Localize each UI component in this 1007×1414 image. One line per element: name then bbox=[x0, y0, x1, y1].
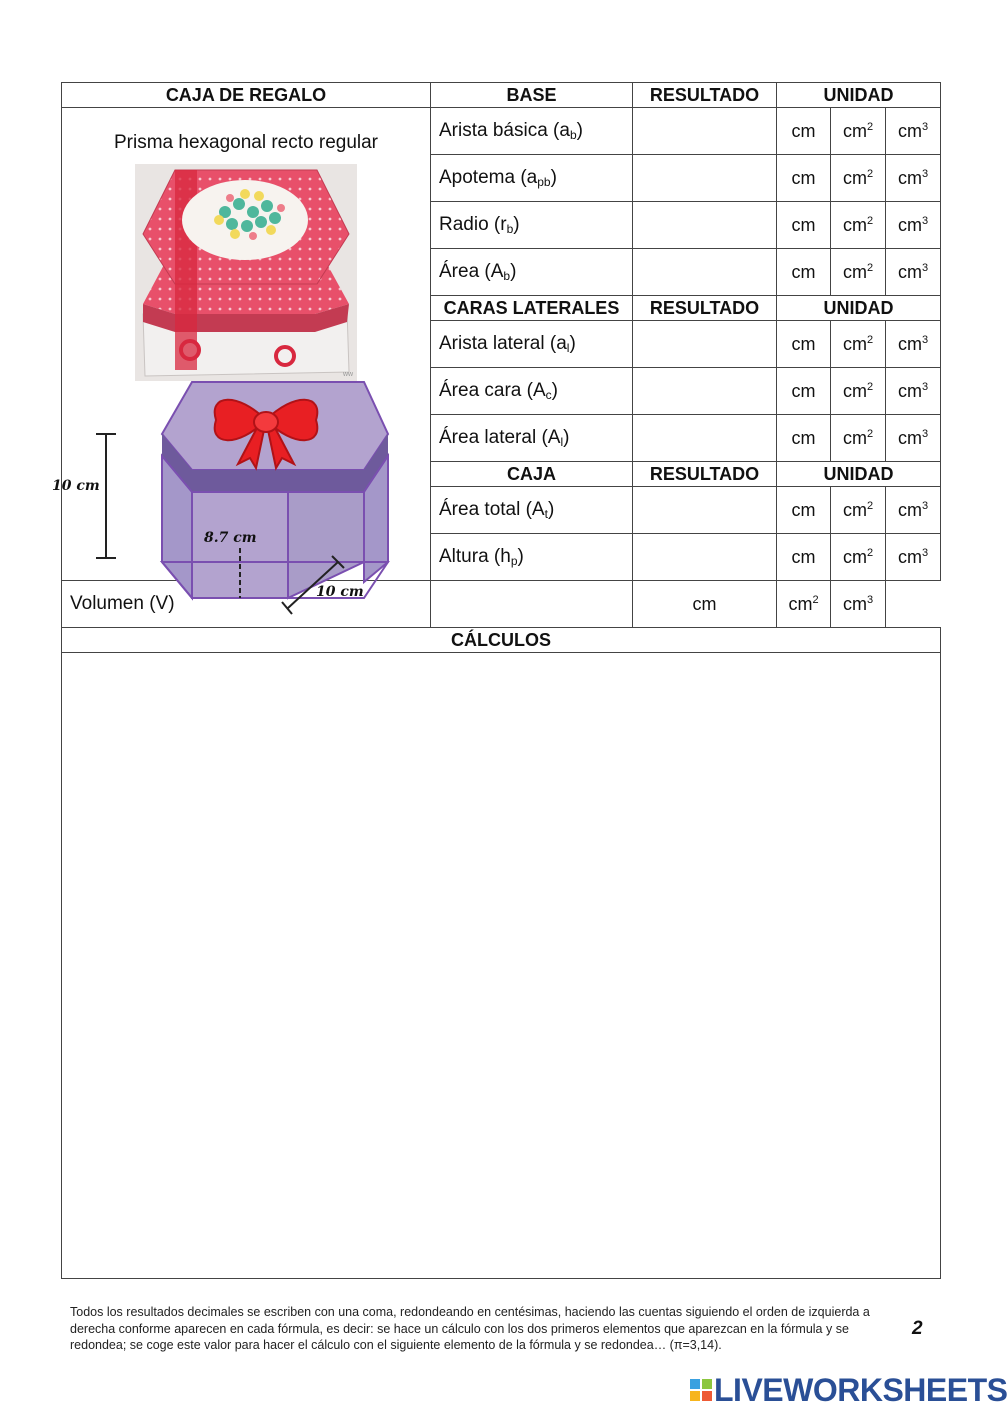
unit-exponent: 2 bbox=[866, 120, 874, 133]
unit-cm[interactable]: cm bbox=[777, 534, 831, 581]
result-cell bbox=[633, 202, 777, 249]
unit-base: cm bbox=[897, 167, 922, 188]
section-header-base: BASE bbox=[431, 83, 633, 108]
result-input[interactable] bbox=[633, 488, 776, 532]
result-input[interactable] bbox=[633, 322, 776, 366]
result-cell bbox=[431, 581, 633, 628]
result-cell bbox=[633, 534, 777, 581]
unit-cm[interactable]: cm bbox=[777, 487, 831, 534]
measure-label bbox=[431, 487, 633, 534]
measure-name: Área total (A bbox=[439, 499, 545, 520]
measure-subscript: l bbox=[566, 341, 570, 355]
calculations-textarea[interactable] bbox=[62, 653, 940, 1273]
measure-label bbox=[431, 249, 633, 296]
unit-exponent: 3 bbox=[921, 380, 929, 393]
measure-label bbox=[431, 108, 633, 155]
measure-label bbox=[431, 321, 633, 368]
unit-cm2[interactable] bbox=[831, 487, 886, 534]
measure-name: Radio (r bbox=[439, 214, 507, 235]
result-cell bbox=[633, 415, 777, 462]
unit-base: cm bbox=[897, 333, 922, 354]
unit-exponent: 3 bbox=[921, 427, 929, 440]
result-header: RESULTADO bbox=[633, 83, 777, 108]
result-cell bbox=[633, 108, 777, 155]
brand-name: LIVEWORKSHEETS bbox=[714, 1372, 1007, 1408]
measure-close: ) bbox=[547, 499, 555, 520]
unit-base: cm bbox=[842, 499, 867, 520]
unit-cm2[interactable] bbox=[831, 415, 886, 462]
measure-close: ) bbox=[513, 214, 520, 235]
unit-base: cm bbox=[842, 333, 867, 354]
unit-base: cm bbox=[897, 214, 922, 235]
liveworksheets-logo bbox=[690, 1372, 1007, 1409]
measure-name: Arista lateral (a bbox=[439, 333, 567, 354]
unit-cm2[interactable] bbox=[831, 368, 886, 415]
measure-subscript: t bbox=[544, 507, 548, 521]
result-input[interactable] bbox=[633, 250, 776, 294]
col-header-gift-box: CAJA DE REGALO bbox=[62, 83, 431, 108]
unit-base: cm bbox=[897, 427, 922, 448]
unit-exponent: 3 bbox=[921, 120, 929, 133]
result-cell bbox=[633, 487, 777, 534]
result-input[interactable] bbox=[633, 109, 776, 153]
unit-base: cm bbox=[897, 261, 922, 282]
unit-cm3[interactable] bbox=[886, 487, 941, 534]
unit-cm2[interactable] bbox=[831, 249, 886, 296]
page-number: 2 bbox=[912, 1318, 923, 1339]
unit-base: cm bbox=[842, 261, 867, 282]
calculations-header: CÁLCULOS bbox=[62, 628, 941, 653]
result-header: RESULTADO bbox=[633, 462, 777, 487]
measure-name: Volumen (V) bbox=[70, 593, 175, 614]
measure-subscript: p bbox=[510, 554, 518, 568]
worksheet-table bbox=[52, 82, 941, 1279]
unit-cm3[interactable] bbox=[886, 249, 941, 296]
unit-cm[interactable]: cm bbox=[777, 108, 831, 155]
gift-box-illustration-cell bbox=[52, 108, 431, 600]
unit-cm2[interactable] bbox=[831, 321, 886, 368]
photo-watermark: ww bbox=[343, 371, 354, 378]
unit-exponent: 2 bbox=[866, 214, 874, 227]
hexagonal-prism-diagram bbox=[52, 382, 408, 608]
unit-exponent: 3 bbox=[921, 333, 929, 346]
unit-cm3[interactable] bbox=[886, 202, 941, 249]
measure-close: ) bbox=[569, 333, 576, 354]
unit-exponent: 2 bbox=[866, 261, 874, 274]
unit-cm[interactable]: cm bbox=[777, 249, 831, 296]
edge-dimension-label: 10 cm bbox=[316, 584, 364, 600]
unit-base: cm bbox=[842, 167, 867, 188]
unit-cm2[interactable] bbox=[831, 202, 886, 249]
measure-label bbox=[431, 202, 633, 249]
result-input[interactable] bbox=[633, 535, 776, 579]
result-input[interactable] bbox=[633, 203, 776, 247]
measure-subscript: b bbox=[569, 128, 577, 142]
unit-base: cm bbox=[842, 380, 867, 401]
measure-close: ) bbox=[517, 546, 524, 567]
measure-close: ) bbox=[576, 120, 583, 141]
apothem-dimension-label: 8.7 cm bbox=[204, 530, 257, 546]
measure-close: ) bbox=[551, 380, 558, 401]
result-input[interactable] bbox=[431, 582, 632, 626]
result-cell bbox=[633, 249, 777, 296]
measure-subscript: c bbox=[545, 388, 552, 402]
measure-close: ) bbox=[510, 261, 517, 282]
measure-name: Apotema (a bbox=[439, 167, 538, 188]
unit-base: cm bbox=[788, 593, 813, 614]
unit-exponent: 3 bbox=[921, 261, 929, 274]
unit-cm[interactable]: cm bbox=[777, 202, 831, 249]
unit-cm3[interactable] bbox=[886, 108, 941, 155]
unit-cm3[interactable] bbox=[886, 321, 941, 368]
unit-exponent: 3 bbox=[921, 546, 929, 559]
measure-name: Área (A bbox=[439, 261, 504, 282]
unit-exponent: 3 bbox=[921, 499, 929, 512]
gift-box-photo bbox=[135, 164, 357, 381]
unit-cm2[interactable] bbox=[831, 534, 886, 581]
measure-subscript: b bbox=[503, 269, 511, 283]
result-input[interactable] bbox=[633, 156, 776, 200]
unit-exponent: 2 bbox=[866, 427, 874, 440]
unit-cm[interactable]: cm bbox=[777, 368, 831, 415]
unit-cm2[interactable] bbox=[777, 581, 831, 628]
measure-label bbox=[431, 534, 633, 581]
measure-subscript: l bbox=[560, 435, 564, 449]
result-input[interactable] bbox=[633, 416, 776, 460]
unit-base: cm bbox=[897, 546, 922, 567]
unit-cm[interactable]: cm bbox=[777, 415, 831, 462]
measure-subscript: pb bbox=[537, 175, 551, 189]
section-header-2: CAJA bbox=[431, 462, 633, 487]
unit-cm2[interactable] bbox=[831, 108, 886, 155]
unit-base: cm bbox=[842, 593, 867, 614]
unit-exponent: 3 bbox=[866, 593, 874, 606]
unit-header: UNIDAD bbox=[777, 296, 941, 321]
result-header: RESULTADO bbox=[633, 296, 777, 321]
unit-base: cm bbox=[897, 380, 922, 401]
footnote: Todos los resultados decimales se escriben con una coma, redondeando en centésimas, haciendo las cuentas siguiendo el orden de izquierda a derecha conforme aparecen en cada fórmula, es decir: se hace un cálculo con los dos primeros elementos que aparezcan en la fórmula y se redondea; se coge este valor para hacer el cálculo con el siguiente elemento de la fórmula y se redondea… (π=3,14). bbox=[70, 1305, 870, 1352]
unit-base: cm bbox=[842, 427, 867, 448]
unit-header: UNIDAD bbox=[777, 462, 941, 487]
measure-close: ) bbox=[563, 427, 570, 448]
unit-exponent: 2 bbox=[866, 167, 874, 180]
unit-cm3[interactable] bbox=[886, 534, 941, 581]
unit-exponent: 2 bbox=[866, 546, 874, 559]
calculations-area bbox=[62, 653, 941, 1279]
height-dimension-label: 10 cm bbox=[52, 478, 100, 494]
unit-base: cm bbox=[842, 546, 867, 567]
measure-label bbox=[431, 155, 633, 202]
unit-exponent: 3 bbox=[921, 167, 929, 180]
section-header-1: CARAS LATERALES bbox=[431, 296, 633, 321]
result-cell bbox=[633, 368, 777, 415]
unit-exponent: 2 bbox=[866, 333, 874, 346]
unit-exponent: 2 bbox=[812, 593, 819, 606]
unit-cm3[interactable] bbox=[886, 415, 941, 462]
unit-base: cm bbox=[842, 214, 867, 235]
unit-base: cm bbox=[897, 120, 922, 141]
unit-cm[interactable]: cm bbox=[777, 155, 831, 202]
unit-exponent: 2 bbox=[866, 499, 874, 512]
result-input[interactable] bbox=[633, 369, 776, 413]
measure-subscript: b bbox=[506, 222, 514, 236]
measure-label bbox=[431, 415, 633, 462]
unit-base: cm bbox=[897, 499, 922, 520]
unit-cm[interactable]: cm bbox=[633, 581, 777, 628]
result-cell bbox=[633, 321, 777, 368]
measure-name: Área cara (A bbox=[439, 380, 546, 401]
measure-name: Arista básica (a bbox=[439, 120, 570, 141]
prism-type-subtitle: Prisma hexagonal recto regular bbox=[113, 132, 379, 153]
unit-cm3[interactable] bbox=[886, 368, 941, 415]
measure-name: Altura (h bbox=[439, 546, 511, 567]
unit-cm3[interactable] bbox=[831, 581, 886, 628]
unit-cm3[interactable] bbox=[886, 155, 941, 202]
result-cell bbox=[633, 155, 777, 202]
measure-close: ) bbox=[550, 167, 557, 188]
unit-base: cm bbox=[842, 120, 867, 141]
liveworksheets-grid-icon bbox=[690, 1379, 714, 1403]
measure-label bbox=[431, 368, 633, 415]
unit-header: UNIDAD bbox=[777, 83, 941, 108]
unit-exponent: 3 bbox=[921, 214, 929, 227]
unit-cm2[interactable] bbox=[831, 155, 886, 202]
measure-name: Área lateral (A bbox=[439, 427, 561, 448]
unit-exponent: 2 bbox=[866, 380, 874, 393]
unit-cm[interactable]: cm bbox=[777, 321, 831, 368]
